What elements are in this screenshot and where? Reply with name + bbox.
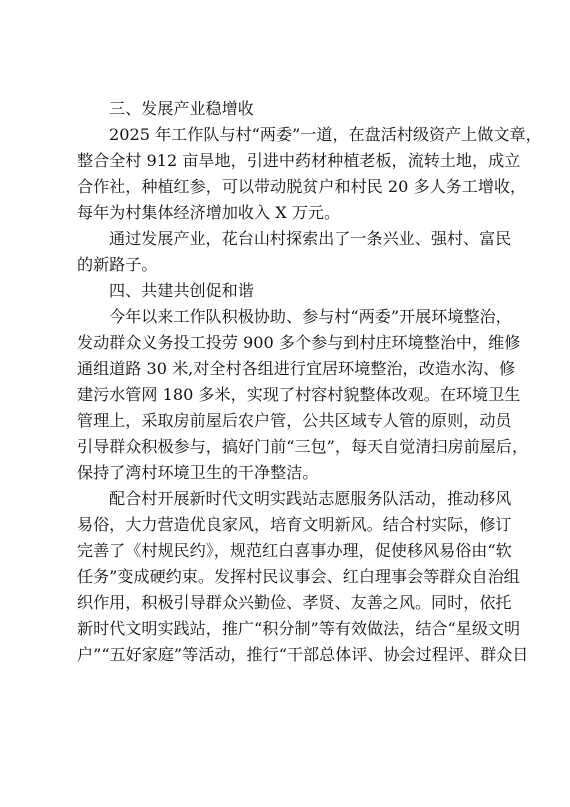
paragraph-1-line-2: 整合全村 912 亩旱地，引进中药材种植老板，流转土地，成立 — [77, 151, 521, 170]
paragraph-4-line-5: 织作用，积极引导群众兴勤俭、孝贤、友善之风。同时，依托 — [77, 593, 512, 612]
section-heading-4: 四、共建共创促和谐 — [109, 281, 254, 300]
paragraph-1-line-3: 合作社，种植红参，可以带动脱贫户和村民 20 多人务工增收， — [77, 177, 527, 196]
paragraph-4-line-7: 户”“五好家庭”等活动，推行“干部总体评、协会过程评、群众日 — [77, 645, 529, 664]
paragraph-4-line-1: 配合村开展新时代文明实践站志愿服务队活动，推动移风 — [109, 489, 512, 508]
paragraph-3-line-1: 今年以来工作队积极协助、参与村“两委”开展环境整治， — [109, 307, 512, 326]
paragraph-3-line-5: 管理上，采取房前屋后农户管，公共区域专人管的原则，动员 — [77, 411, 512, 430]
paragraph-3-line-7: 保持了湾村环境卫生的干净整洁。 — [77, 463, 319, 482]
paragraph-3-line-6: 引导群众积极参与，搞好门前“三包”，每天自觉清扫房前屋后， — [77, 437, 528, 456]
section-heading-3: 三、发展产业稳增收 — [109, 99, 254, 118]
paragraph-4-line-6: 新时代文明实践站，推广“积分制”等有效做法，结合“星级文明 — [77, 619, 521, 638]
paragraph-2-line-1: 通过发展产业，花台山村探索出了一条兴业、强村、富民 — [109, 229, 512, 248]
paragraph-4-line-4: 任务”变成硬约束。发挥村民议事会、红白理事会等群众自治组 — [77, 567, 520, 586]
paragraph-4-line-2: 易俗，大力营造优良家风，培育文明新风。结合村实际，修订 — [77, 515, 512, 534]
paragraph-3-line-2: 发动群众义务投工投劳 900 多个参与到村庄环境整治中，维修 — [77, 333, 521, 352]
paragraph-1-line-1: 2025 年工作队与村“两委”一道，在盘活村级资产上做文章， — [109, 125, 542, 144]
paragraph-1-line-4: 每年为村集体经济增加收入 X 万元。 — [77, 203, 341, 222]
paragraph-2-line-2: 的新路子。 — [77, 255, 158, 274]
paragraph-4-line-3: 完善了《村规民约》，规范红白喜事办理，促使移风易俗由“软 — [77, 541, 512, 560]
paragraph-3-line-4: 建污水管网 180 多米，实现了村容村貌整体改观。在环境卫生 — [77, 385, 521, 404]
paragraph-3-line-3: 通组道路 30 米,对全村各组进行宜居环境整治，改造水沟、修 — [77, 359, 516, 378]
